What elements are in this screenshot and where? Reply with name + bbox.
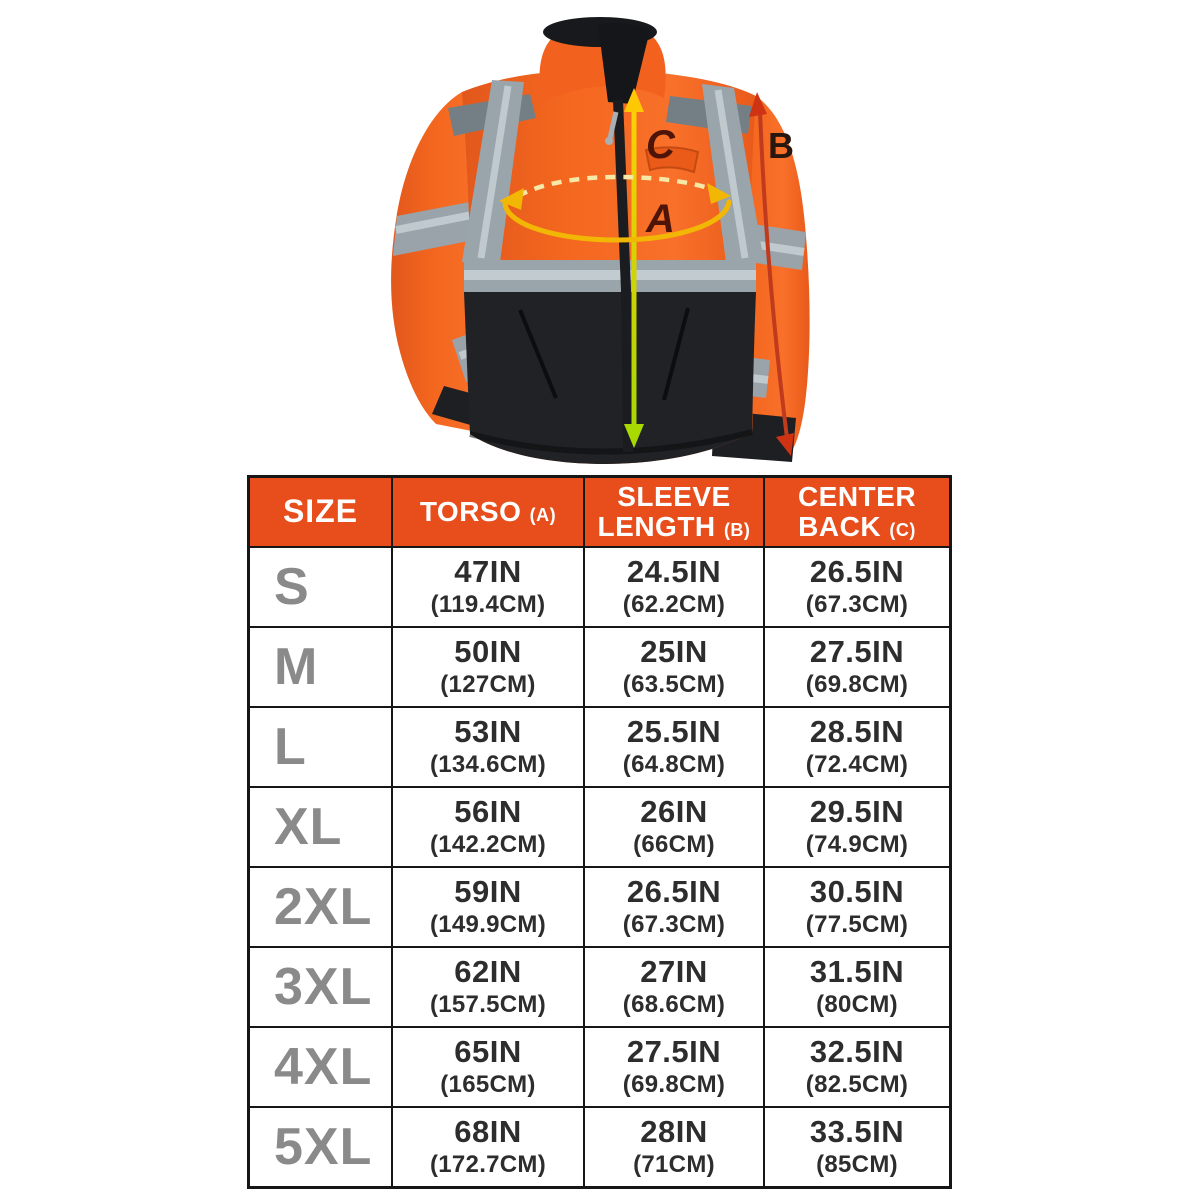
torso-cell [391, 546, 583, 626]
torso-inches: 59IN [454, 874, 522, 910]
torso-centimeters: (119.4CM) [430, 590, 546, 618]
sleeve-centimeters: (63.5CM) [622, 670, 726, 698]
torso [448, 70, 764, 464]
size-cell: XL [250, 786, 391, 866]
sleeve-cell [583, 706, 763, 786]
size-table [247, 475, 952, 1189]
sleeve-inches: 24.5IN [626, 554, 722, 590]
back-inches: 27.5IN [809, 634, 905, 670]
sleeve-centimeters: (62.2CM) [622, 590, 726, 618]
back-inches: 32.5IN [809, 1034, 905, 1070]
torso-inches: 62IN [454, 954, 522, 990]
torso-centimeters: (165CM) [440, 1070, 536, 1098]
torso-inches: 65IN [454, 1034, 522, 1070]
back-cell [763, 1026, 949, 1106]
torso-centimeters: (149.9CM) [429, 910, 547, 938]
back-inches: 28.5IN [809, 714, 905, 750]
sleeve-cell [583, 1026, 763, 1106]
torso-cell [391, 1106, 583, 1186]
sleeve-centimeters: (69.8CM) [622, 1070, 726, 1098]
size-cell: 2XL [250, 866, 391, 946]
torso-cell [391, 706, 583, 786]
col-header-torso: TORSO (A) [391, 478, 583, 546]
back-cell [763, 546, 949, 626]
torso-inches: 53IN [454, 714, 522, 750]
torso-cell [391, 946, 583, 1026]
torso-cell [391, 626, 583, 706]
size-cell: S [250, 546, 391, 626]
size-cell: M [250, 626, 391, 706]
back-cell [763, 786, 949, 866]
back-centimeters: (80CM) [816, 990, 898, 1018]
torso-cell [391, 866, 583, 946]
measure-label-c: C [646, 123, 675, 167]
back-centimeters: (82.5CM) [805, 1070, 909, 1098]
sleeve-inches: 27IN [640, 954, 708, 990]
back-centimeters: (72.4CM) [805, 750, 909, 778]
back-centimeters: (69.8CM) [805, 670, 909, 698]
back-inches: 33.5IN [809, 1114, 905, 1150]
sleeve-inches: 25.5IN [626, 714, 722, 750]
torso-centimeters: (142.2CM) [429, 830, 547, 858]
sleeve-inches: 25IN [640, 634, 708, 670]
back-centimeters: (85CM) [816, 1150, 898, 1178]
torso-cell [391, 786, 583, 866]
torso-inches: 56IN [454, 794, 522, 830]
torso-inches: 68IN [454, 1114, 522, 1150]
back-inches: 26.5IN [809, 554, 905, 590]
sleeve-centimeters: (68.6CM) [622, 990, 726, 1018]
measure-label-a: A [646, 197, 675, 241]
col-header-size: SIZE [250, 478, 391, 546]
back-centimeters: (74.9CM) [805, 830, 909, 858]
back-cell [763, 946, 949, 1026]
sleeve-inches: 27.5IN [626, 1034, 722, 1070]
size-cell: L [250, 706, 391, 786]
jacket-illustration [0, 0, 1200, 470]
back-inches: 30.5IN [809, 874, 905, 910]
sleeve-cell [583, 866, 763, 946]
torso-centimeters: (172.7CM) [429, 1150, 547, 1178]
sleeve-centimeters: (66CM) [633, 830, 715, 858]
sleeve-cell [583, 1106, 763, 1186]
back-inches: 29.5IN [809, 794, 905, 830]
sleeve-centimeters: (64.8CM) [622, 750, 726, 778]
sleeve-inches: 26.5IN [626, 874, 722, 910]
back-centimeters: (77.5CM) [805, 910, 909, 938]
back-cell [763, 706, 949, 786]
sleeve-centimeters: (67.3CM) [622, 910, 726, 938]
size-cell: 4XL [250, 1026, 391, 1106]
torso-centimeters: (134.6CM) [429, 750, 547, 778]
sleeve-cell [583, 626, 763, 706]
size-cell: 5XL [250, 1106, 391, 1186]
sleeve-cell [583, 786, 763, 866]
torso-centimeters: (127CM) [440, 670, 536, 698]
sleeve-inches: 26IN [640, 794, 708, 830]
torso-centimeters: (157.5CM) [429, 990, 547, 1018]
sleeve-centimeters: (71CM) [633, 1150, 715, 1178]
torso-cell [391, 1026, 583, 1106]
back-inches: 31.5IN [809, 954, 905, 990]
col-header-center-back: CENTER BACK (C) [763, 478, 949, 546]
torso-inches: 47IN [454, 554, 522, 590]
col-header-sleeve-length: SLEEVE LENGTH (B) [583, 478, 763, 546]
sleeve-cell [583, 946, 763, 1026]
torso-inches: 50IN [454, 634, 522, 670]
back-centimeters: (67.3CM) [805, 590, 909, 618]
sleeve-inches: 28IN [640, 1114, 708, 1150]
back-cell [763, 626, 949, 706]
back-cell [763, 866, 949, 946]
back-cell [763, 1106, 949, 1186]
sleeve-cell [583, 546, 763, 626]
measure-label-b: B [768, 125, 794, 166]
size-cell: 3XL [250, 946, 391, 1026]
